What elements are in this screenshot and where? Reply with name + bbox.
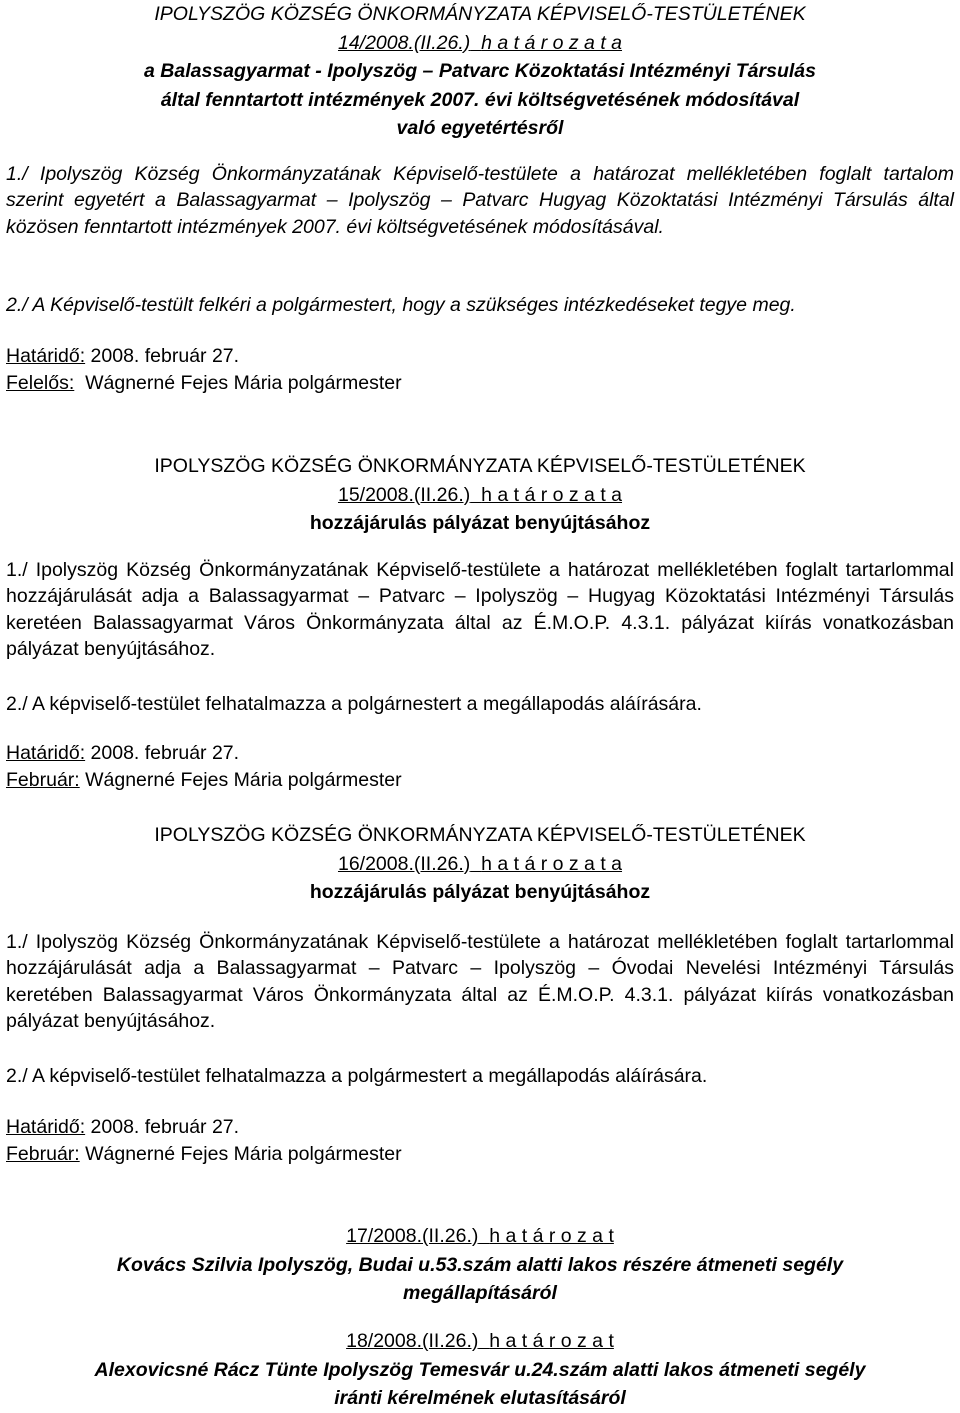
resolution-kind: h a t á r o z a t a <box>481 483 623 506</box>
resolution-number-line <box>6 1222 954 1251</box>
resolution-16 <box>6 821 954 907</box>
resolution-title-line: iránti kérelmének elutasításáról <box>334 1387 626 1409</box>
resolution-header: IPOLYSZÖG KÖZSÉG ÖNKORMÁNYZATA KÉPVISELŐ-TESTÜLETÉNEK <box>154 3 806 25</box>
deadline-value: 2008. február 27. <box>85 1116 240 1138</box>
responsible-line <box>6 1141 954 1167</box>
resolution-number: 15/2008.(II.26.) <box>337 483 471 506</box>
resolution-number: 17/2008.(II.26.) <box>346 1225 479 1247</box>
resolution-kind: h a t á r o z a t a <box>481 852 623 875</box>
resolution-number-line <box>6 850 954 879</box>
resolution-point-1: 1./ Ipolyszög Község Önkormányzatának Képviselő-testülete a határozat mellékletében foglalt tartarlommal hozzájárulását adja a Balassagyarmat – Patvarc – Ipolyszög – Hugyag Közoktatási Intézményi Társulás keretéen Balassagyarmat Város Önkormányzata által az É.M.O.P. 4.3.1. pályázat kiírás vonatkozásban pályázat benyújtásához. <box>6 559 954 660</box>
resolution-number-line <box>6 29 954 58</box>
responsible-label: Február: <box>6 769 80 791</box>
resolution-title-line: a Balassagyarmat - Ipolyszög – Patvarc Közoktatási Intézményi Társulás <box>144 60 816 82</box>
responsible-value: Wágnerné Fejes Mária polgármester <box>79 769 402 791</box>
resolution-title: hozzájárulás pályázat benyújtásához <box>309 881 651 903</box>
deadline-value: 2008. február 27. <box>85 742 240 764</box>
resolution-kind-gap <box>470 32 481 54</box>
deadline-value: 2008. február 27. <box>85 345 240 367</box>
responsible-label: Február: <box>6 1143 80 1165</box>
resolution-header: IPOLYSZÖG KÖZSÉG ÖNKORMÁNYZATA KÉPVISELŐ-TESTÜLETÉNEK <box>154 455 806 477</box>
resolution-point-2: 2./ A képviselő-testület felhatalmazza a polgármestert a megállapodás aláírására. <box>6 1065 708 1087</box>
resolution-number: 16/2008.(II.26.) <box>337 852 471 875</box>
resolution-point-1: 1./ Ipolyszög Község Önkormányzatának Képviselő-testülete a határozat mellékletében foglalt tartarlommal hozzájárulását adja a Balassagyarmat – Patvarc – Ipolyszög – Óvodai Nevelési Intézményi Társulás keretében Balassagyarmat Város Önkormányzata által az É.M.O.P. 4.3.1. pályázat kiírás vonatkozásban pályázat benyújtásához. <box>6 931 954 1032</box>
responsible-value: Wágnerné Fejes Mária polgármester <box>79 1143 402 1165</box>
resolution-17 <box>6 1222 954 1308</box>
responsible-label: Felelős: <box>6 372 75 394</box>
resolution-kind: h a t á r o z a t <box>489 1225 614 1247</box>
deadline-line <box>6 1114 954 1140</box>
resolution-kind: h a t á r o z a t <box>489 1330 614 1352</box>
resolution-point-1: 1./ Ipolyszög Község Önkormányzatának Képviselő-testülete a határozat mellékletében foglalt tartalom szerint egyetért a Balassagyarmat – Ipolyszög – Patvarc Hugyag Közoktatási Intézményi Társulás által közösen fenntartott intézmények 2007. évi költségvetésének módosításával. <box>6 163 954 238</box>
deadline-line <box>6 343 954 369</box>
resolution-kind: h a t á r o z a t a <box>481 31 623 54</box>
deadline-label: Határidő: <box>6 345 86 367</box>
resolution-title-line: Kovács Szilvia Ipolyszög, Budai u.53.szám alatti lakos részére átmeneti segély <box>116 1253 844 1276</box>
resolution-number: 14/2008.(II.26.) <box>337 31 471 54</box>
deadline-label: Határidő: <box>6 1116 86 1138</box>
resolution-title: hozzájárulás pályázat benyújtásához <box>309 512 651 534</box>
resolution-title-line: Alexovicsné Rácz Tünte Ipolyszög Temesvár u.24.szám alatti lakos átmeneti segély <box>94 1358 866 1381</box>
resolution-number: 18/2008.(II.26.) <box>346 1330 479 1352</box>
resolution-point-2: 2./ A képviselő-testület felhatalmazza a polgárnestert a megállapodás aláírására. <box>6 693 702 715</box>
resolution-point-2: 2./ A Képviselő-testült felkéri a polgármestert, hogy a szükséges intézkedéseket tegye meg. <box>6 294 796 316</box>
responsible-value: Wágnerné Fejes Mária polgármester <box>74 372 402 394</box>
resolution-number-line <box>6 481 954 510</box>
resolution-18 <box>6 1327 954 1413</box>
responsible-line <box>6 767 954 793</box>
resolution-title-line: által fenntartott intézmények 2007. évi költségvetésének módosítával <box>160 88 800 111</box>
deadline-label: Határidő: <box>6 742 86 764</box>
resolution-number-line <box>6 1327 954 1356</box>
resolution-15 <box>6 452 954 538</box>
resolution-14 <box>6 0 954 143</box>
resolution-header: IPOLYSZÖG KÖZSÉG ÖNKORMÁNYZATA KÉPVISELŐ-TESTÜLETÉNEK <box>154 824 806 846</box>
resolution-title-line: való egyetértésről <box>396 117 564 139</box>
responsible-line <box>6 370 954 396</box>
deadline-line <box>6 740 954 766</box>
resolution-title-line: megállapításáról <box>403 1282 557 1304</box>
